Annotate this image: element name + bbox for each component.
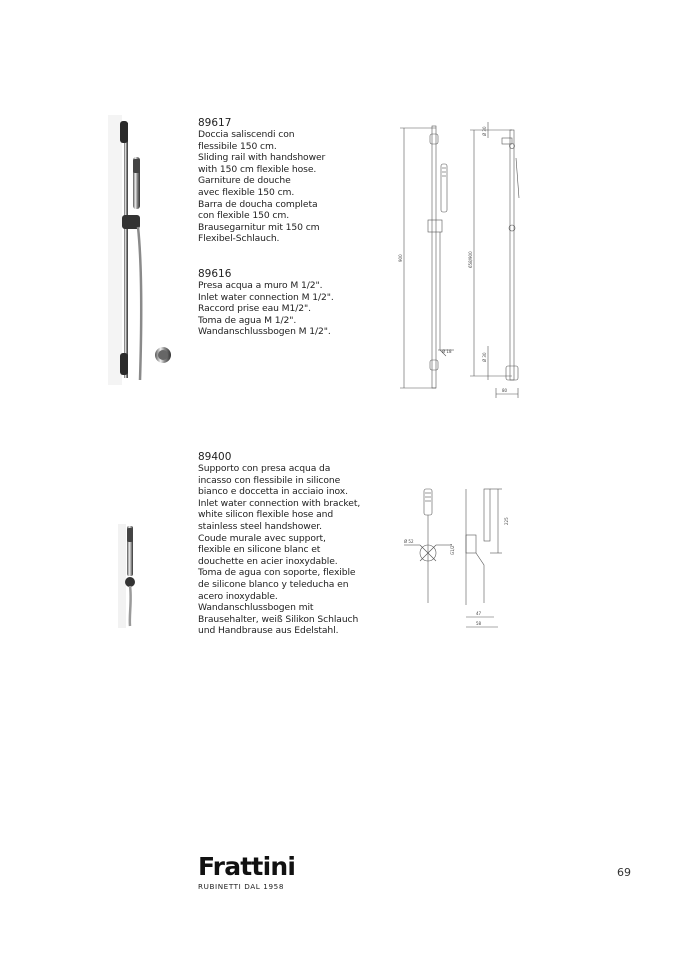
dim-height-range: 658/900 — [468, 251, 473, 268]
product-89616 — [198, 268, 334, 338]
product-code: 89617 — [198, 117, 232, 129]
brand-name: Frattini — [198, 852, 296, 881]
dim-bottom-diameter: Ø 30 — [482, 352, 487, 362]
dim-depth: 80 — [502, 388, 508, 393]
product-description: Presa acqua a muro M 1/2". Inlet water connection M 1/2". Raccord prise eau M1/2". Toma de agua M 1/2". Wandanschlussbogen M 1/2". — [198, 280, 334, 338]
product-photo-sliding-rail — [108, 115, 188, 385]
page-number: 69 — [617, 866, 631, 879]
dim-height: 900 — [398, 254, 403, 262]
product-description: Supporto con presa acqua da incasso con flessibile in silicone bianco e doccetta in acciaio inox. Inlet water connection with bracket, white silicon flexible hose and stainless steel handshower. Coude murale avec support, flexible en silicone blanc et douchette en acier inoxydable. Toma de agua con soporte, flexible de silicone blanco y teleducha en acero inoxydable. Wandanschlussbogen mit Brausehalter, weiß Silikon Schlauch und Handbrause aus Edelstahl. — [198, 463, 361, 637]
dim-hose-diameter: Ø 18 — [442, 349, 452, 354]
product-code: 89400 — [198, 451, 232, 463]
product-89617 — [198, 117, 325, 245]
dim-top-diameter: Ø 30 — [482, 126, 487, 136]
dim-bracket-depth-1: 47 — [476, 611, 482, 616]
product-description: Doccia saliscendi con flessibile 150 cm. Sliding rail with handshower with 150 cm flexible hose. Garniture de douche avec flexible 150 cm. Barra de doucha completa con flexible 150 cm. Brausegarnitur mit 150 cm Flexibel-Schlauch. — [198, 129, 326, 245]
technical-drawing-rail-front — [398, 120, 468, 400]
dim-bracket-thread: G1/2" — [450, 543, 455, 555]
product-code: 89616 — [198, 268, 232, 280]
dim-bracket-depth-2: 58 — [476, 621, 482, 626]
dim-bracket-height: 225 — [504, 517, 509, 525]
dim-bracket-diameter: Ø 52 — [404, 539, 414, 544]
product-89400 — [198, 451, 360, 637]
brand-tagline: RUBINETTI DAL 1958 — [198, 882, 284, 891]
technical-drawing-bracket-side — [462, 485, 522, 635]
technical-drawing-bracket-front — [400, 485, 460, 615]
product-photo-bracket-handshower — [118, 520, 148, 630]
technical-drawing-rail-side — [466, 118, 536, 403]
brand-logo — [198, 854, 295, 891]
